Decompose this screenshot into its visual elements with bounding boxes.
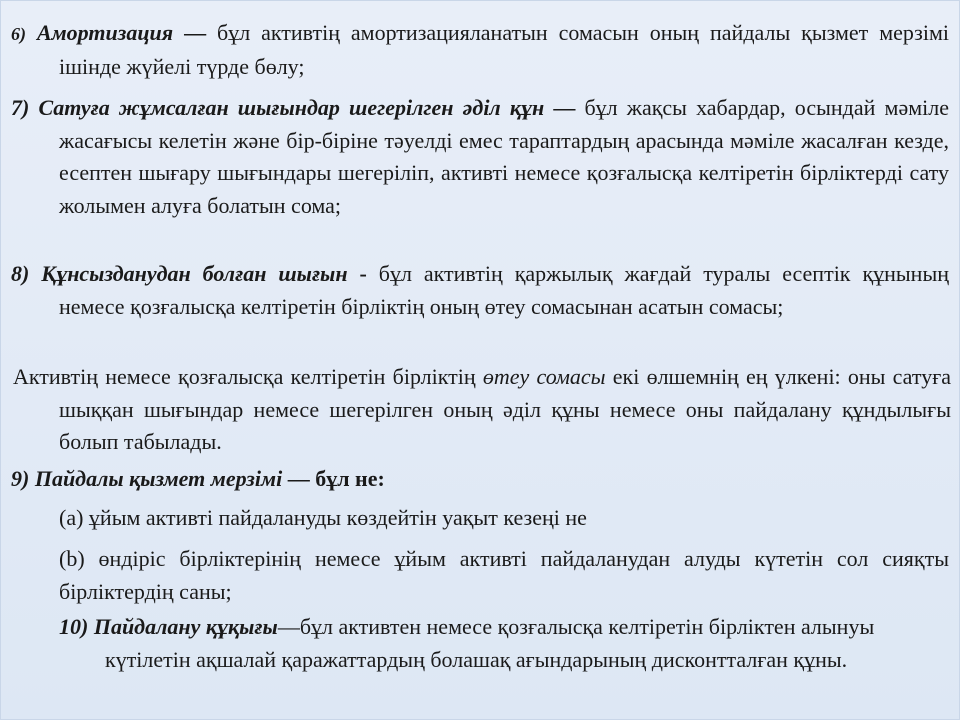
definition-fair-value (11, 92, 949, 222)
item-number: 6) (11, 24, 26, 44)
heading-rest: бұл не: (315, 466, 385, 491)
term: 10) Пайдалану құқығы (59, 614, 278, 639)
dash: — (277, 614, 300, 639)
definition-text: бұл активтің амортизацияланатын сомасын оның пайдалы қызмет мерзімі ішінде жүйелі түрде бөлу; (59, 20, 950, 79)
dash: — (544, 95, 585, 120)
definition-useful-life (11, 463, 949, 496)
dash: — (282, 466, 316, 491)
recoverable-amount-note (13, 361, 951, 459)
note-text-start: Активтің немесе қозғалысқа келтіретін бірліктің (13, 364, 483, 389)
term: Сатуға жұмсалған шығындар шегерілген әділ құн (38, 95, 545, 120)
term: Құнсызданудан болған шығын (41, 261, 348, 286)
definition-text: бұл жақсы хабардар, осындай мәміле жасағысы келетін және бір-біріне тәуелді емес тараптардың арасында мәміле жасалған кезде, есептен шығару шығындары шегеріліп, активті немесе қозғалысқа келтіретін бірліктерді сату жолымен алуға болатын сома; (59, 95, 949, 218)
term: Амортизация (36, 20, 174, 45)
definition-text: бұл активтің қаржылық жағдай туралы есептік құнының немесе қозғалысқа келтіретін бірліктің оның өтеу сомасынан асатын сомасы; (59, 261, 950, 319)
option-b-text: (b) өндіріс бірліктерінің немесе ұйым активті пайдаланудан алуды күтетін сол сияқты бірліктердің саны; (59, 546, 949, 604)
note-italic-term: өтеу сомасы (482, 364, 606, 389)
note-text-end: екі өлшемнің ең үлкені: оны сатуға шыққан шығындар немесе шегерілген оның әділ құны немесе оны пайдалану құндылығы болып табылады. (59, 364, 951, 454)
definition-impairment-loss (11, 258, 949, 323)
heading: 9) Пайдалы қызмет мерзімі (11, 466, 283, 491)
useful-life-option-b (59, 543, 949, 608)
dash: — (173, 20, 217, 45)
definition-amortization (11, 17, 949, 83)
definition-text: бұл активтен немесе қозғалысқа келтіретін бірліктен алынуы күтілетін ақшалай қаражаттардың болашақ ағындарының дисконтталған құны. (105, 614, 875, 672)
dash: - (347, 261, 379, 286)
item-number: 7) (11, 95, 30, 120)
item-number: 8) (11, 261, 30, 286)
useful-life-option-a: (a) ұйым активті пайдалануды көздейтін уақыт кезеңі не (59, 505, 587, 530)
definition-value-in-use (59, 611, 899, 676)
